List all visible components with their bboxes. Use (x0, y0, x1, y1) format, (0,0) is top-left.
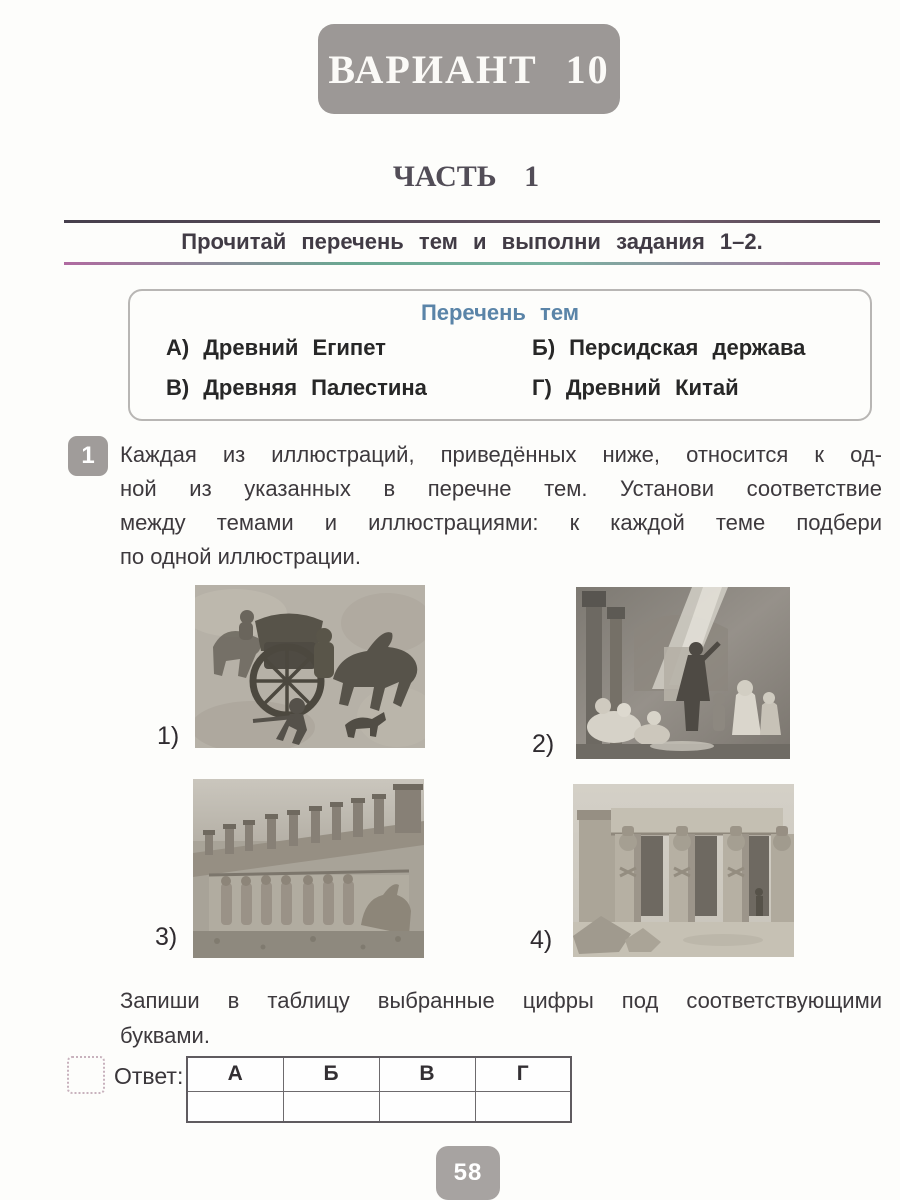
illustration-4-image (573, 784, 794, 957)
theme-text-v: Древняя Палестина (203, 375, 427, 400)
egyptian-temple-graphic (573, 784, 794, 957)
answer-header-b: Б (283, 1057, 379, 1091)
divider-top (64, 220, 880, 223)
illustration-4-label: 4) (530, 926, 553, 954)
section-instruction: Прочитай перечень тем и выполни задания 1–2. (181, 229, 763, 254)
task-text-line: по одной иллюстрации. (120, 544, 361, 569)
part-title: ЧАСТЬ 1 (392, 160, 540, 193)
answer-cell-a[interactable] (187, 1091, 283, 1122)
persepolis-ruins-graphic (193, 779, 424, 958)
task-text-line: между темами и иллюстрациями: к каждой теме подбери (120, 510, 882, 535)
variant-banner (318, 24, 620, 114)
theme-letter-g: Г) (532, 375, 552, 400)
theme-item-v (166, 375, 427, 401)
illustration-3-label: 3) (155, 923, 178, 951)
task-number-badge: 1 (68, 436, 108, 476)
task-text-line: ной из указанных в перечне тем. Установи соответствие (120, 476, 882, 501)
page-number: 58 (453, 1159, 483, 1186)
theme-letter-b: Б) (532, 335, 556, 360)
illustration-2-image (576, 587, 790, 759)
variant-label: ВАРИАНТ 10 (328, 46, 610, 92)
answer-table-input-row (187, 1091, 571, 1122)
chariot-relief-graphic (195, 585, 425, 748)
answer-cell-v[interactable] (379, 1091, 475, 1122)
theme-item-g (532, 375, 739, 401)
answer-header-v: В (379, 1057, 475, 1091)
illustration-1-label: 1) (157, 722, 180, 750)
theme-item-a (166, 335, 386, 361)
answer-header-a: А (187, 1057, 283, 1091)
divider-bottom (64, 262, 880, 265)
page-number-tab (436, 1146, 500, 1200)
write-note-line: буквами. (120, 1023, 210, 1048)
theme-letter-a: А) (166, 335, 190, 360)
answer-check-box[interactable] (67, 1056, 105, 1094)
write-note (120, 983, 882, 1053)
illustration-3-image (193, 779, 424, 958)
illustration-1-image (195, 585, 425, 748)
answer-cell-g[interactable] (475, 1091, 571, 1122)
theme-letter-v: В) (166, 375, 190, 400)
task-text (120, 438, 882, 574)
theme-text-b: Персидская держава (569, 335, 806, 360)
answer-header-g: Г (475, 1057, 571, 1091)
temple-interior-graphic (576, 587, 790, 759)
write-note-line: Запиши в таблицу выбранные цифры под соответствующими (120, 988, 882, 1013)
theme-text-a: Древний Египет (203, 335, 386, 360)
task-text-line: Каждая из иллюстраций, приведённых ниже, относится к од- (120, 442, 882, 467)
answer-table (186, 1056, 572, 1123)
theme-text-g: Древний Китай (565, 375, 739, 400)
answer-cell-b[interactable] (283, 1091, 379, 1122)
answer-label: Ответ: (114, 1063, 184, 1089)
illustration-2-label: 2) (532, 730, 555, 758)
answer-table-header-row (187, 1057, 571, 1091)
theme-item-b (532, 335, 805, 361)
themes-box (128, 289, 872, 421)
themes-box-title: Перечень тем (420, 300, 580, 325)
